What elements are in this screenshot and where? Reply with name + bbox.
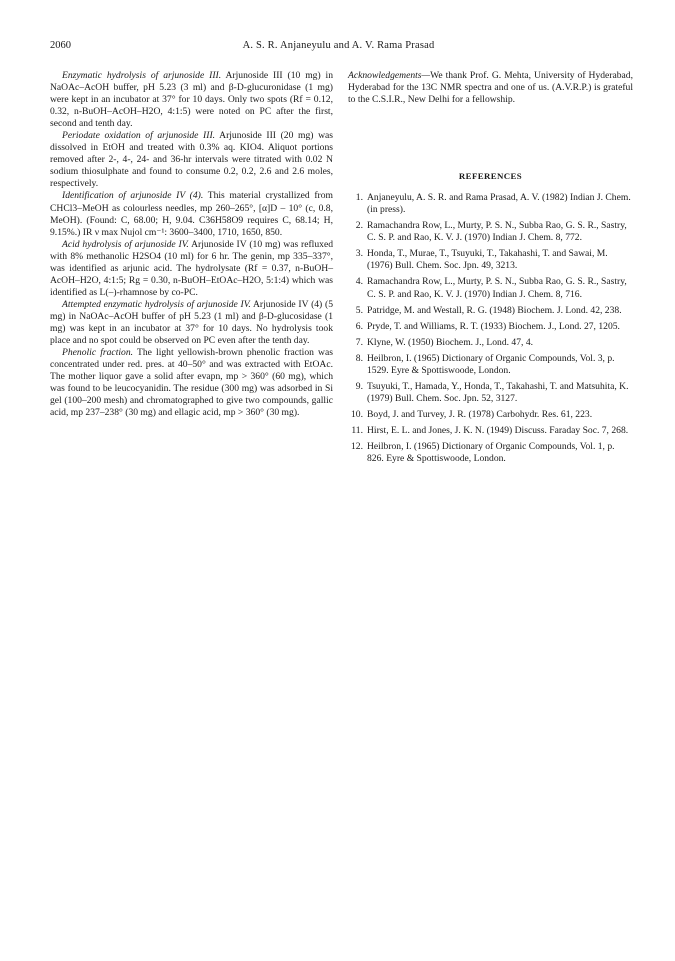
reference-item xyxy=(348,381,633,405)
reference-item xyxy=(348,276,633,300)
reference-item xyxy=(348,337,633,349)
reference-text: Anjaneyulu, A. S. R. and Rama Prasad, A. V. (1982) Indian J. Chem. (in press). xyxy=(367,192,631,216)
reference-item xyxy=(348,321,633,333)
paragraph-body: This material crystallized from CHCl3–MeOH as colourless needles, mp 260–265°, [α]D – 10° (c, 0.8, MeOH). (Found: C, 68.00; H, 9.04. C36H58O9 requires C, 68.14; H, 9.15%.) IR ν max Nujol cm⁻¹: 3600–3400, 1710, 1650, 850. xyxy=(50,190,333,238)
running-head xyxy=(50,40,627,54)
reference-text: Hirst, E. L. and Jones, J. K. N. (1949) Discuss. Faraday Soc. 7, 268. xyxy=(367,424,629,436)
paragraph-acid-hydrolysis xyxy=(50,239,333,299)
reference-number: 2. xyxy=(355,220,363,232)
reference-text: Patridge, M. and Westall, R. G. (1948) Biochem. J. Lond. 42, 238. xyxy=(367,304,622,316)
acknowledgements-body: We thank Prof. G. Mehta, University of Hyderabad, Hyderabad for the 13C NMR spectra and one of us. (A.V.R.P.) is grateful to the C.S.I.R., New Delhi for a fellowship. xyxy=(348,70,633,106)
reference-text: Honda, T., Murae, T., Tsuyuki, T., Takahashi, T. and Sawai, M. (1976) Bull. Chem. Soc. Jpn. 49, 3213. xyxy=(367,248,608,272)
left-column xyxy=(50,70,333,419)
reference-item xyxy=(348,441,633,465)
reference-text: Heilbron, I. (1965) Dictionary of Organic Compounds, Vol. 1, p. 826. Eyre & Spottiswoode, London. xyxy=(367,440,615,465)
reference-item xyxy=(348,353,633,377)
paragraph-body: Arjunoside IV (4) (5 mg) in NaOAc–AcOH buffer of pH 5.23 (1 ml) and β-D-glucosidase (1 mg) was kept in an incubator at 37° for 10 days. No hydrolysis took place and no spot could be observed on PC even after the tenth day. xyxy=(50,298,333,347)
reference-text: Heilbron, I. (1965) Dictionary of Organic Compounds, Vol. 3, p. 1529. Eyre & Spottiswoode, London. xyxy=(367,352,615,376)
reference-text: Ramachandra Row, L., Murty, P. S. N., Subba Rao, G. S. R., Sastry, C. S. P. and Rao, K. V. J. (1970) Indian J. Chem. 8, 716. xyxy=(367,276,627,300)
right-column xyxy=(348,70,633,469)
reference-item xyxy=(348,220,633,244)
acknowledgements xyxy=(348,70,633,106)
paragraph-heading: Phenolic fraction. xyxy=(62,347,134,359)
reference-number: 8. xyxy=(355,352,363,364)
paragraph-body: The light yellowish-brown phenolic fraction was concentrated under red. pres. at 40–50° and was extracted with EtOAc. The mother liquor gave a solid after evapn, mp > 360° (60 mg), which was found to be leucocyanidin. The residue (300 mg) was adsorbed in Si gel (100–200 mesh) and chromatographed to give two compounds, gallic acid, mp 237–238° (30 mg) and ellagic acid, mp > 360° (30 mg). xyxy=(50,347,333,419)
reference-number: 5. xyxy=(355,304,363,316)
paragraph-body: Arjunoside III (10 mg) in NaOAc–AcOH buffer, pH 5.23 (3 ml) and β-D-glucuronidase (1 mg) were kept in an incubator at 37° for 10 days. Only two spots (Rf = 0.12, 0.32, n-BuOH–AcOH–H2O, 4:1:5) were noted on PC after the first, second and tenth day. xyxy=(50,70,334,130)
reference-list xyxy=(348,192,633,465)
paragraph-body: Arjunoside IV (10 mg) was refluxed with 8% methanolic H2SO4 (10 ml) for 6 hr. The genin, mp 335–337°, was identified as arjunic acid. The hydrolysate (Rf = 0.37, n-BuOH–AcOH–H2O, 4:1:5; Rg = 0.30, n-BuOH–EtOAc–H2O, 5:1:4) which was identified as L(–)-rhamnose by co-PC. xyxy=(50,238,333,298)
paragraph-heading: Enzymatic hydrolysis of arjunoside III. xyxy=(62,70,222,81)
paragraph-periodate-oxidation xyxy=(50,130,333,190)
page-number: 2060 xyxy=(50,40,71,51)
paragraph-identification-arjunoside-iv xyxy=(50,190,333,238)
reference-text: Ramachandra Row, L., Murty, P. S. N., Subba Rao, G. S. R., Sastry, C. S. P. and Rao, K. V. J. (1970) Indian J. Chem. 8, 772. xyxy=(367,220,627,244)
reference-text: Boyd, J. and Turvey, J. R. (1978) Carbohydr. Res. 61, 223. xyxy=(367,408,593,420)
references-heading: REFERENCES xyxy=(458,171,523,182)
reference-item xyxy=(348,425,633,437)
reference-number: 12. xyxy=(351,440,363,452)
reference-number: 11. xyxy=(351,424,363,436)
reference-number: 4. xyxy=(355,276,363,288)
reference-number: 7. xyxy=(355,336,363,348)
reference-text: Pryde, T. and Williams, R. T. (1933) Biochem. J., Lond. 27, 1205. xyxy=(367,320,620,332)
reference-text: Tsuyuki, T., Hamada, Y., Honda, T., Takahashi, T. and Matsuhita, K. (1979) Bull. Chem. Soc. Jpn. 52, 3127. xyxy=(367,380,629,404)
paragraph-phenolic-fraction xyxy=(50,347,333,419)
reference-item xyxy=(348,409,633,421)
reference-number: 3. xyxy=(355,248,363,260)
paragraph-heading: Periodate oxidation of arjunoside III. xyxy=(62,130,216,142)
paragraph-body: Arjunoside III (20 mg) was dissolved in EtOH and treated with 0.3% aq. KIO4. Aliquot portions removed after 2-, 4-, 24- and 36-hr intervals were titrated with 0.02 N sodium thiosulphate and found to consume 0.2, 0.2, 2.6 and 2.6 moles, respectively. xyxy=(50,130,333,190)
paragraph-heading: Acid hydrolysis of arjunoside IV. xyxy=(62,238,189,250)
paragraph-attempted-enzymatic-hydrolysis xyxy=(50,299,333,347)
paragraph-enzymatic-hydrolysis-arjunoside-iii xyxy=(50,70,333,130)
reference-item xyxy=(348,305,633,317)
running-head-authors: A. S. R. Anjaneyulu and A. V. Rama Prasad xyxy=(242,40,435,51)
reference-number: 6. xyxy=(355,320,363,332)
reference-number: 9. xyxy=(355,380,363,392)
reference-number: 1. xyxy=(355,192,363,204)
reference-text: Klyne, W. (1950) Biochem. J., Lond. 47, 4. xyxy=(367,336,534,348)
paragraph-heading: Identification of arjunoside IV (4). xyxy=(62,190,204,202)
reference-number: 10. xyxy=(351,408,363,420)
reference-item xyxy=(348,248,633,272)
reference-item xyxy=(348,192,633,216)
paragraph-heading: Attempted enzymatic hydrolysis of arjunoside IV. xyxy=(62,298,251,310)
acknowledgements-heading: Acknowledgements— xyxy=(348,70,431,81)
